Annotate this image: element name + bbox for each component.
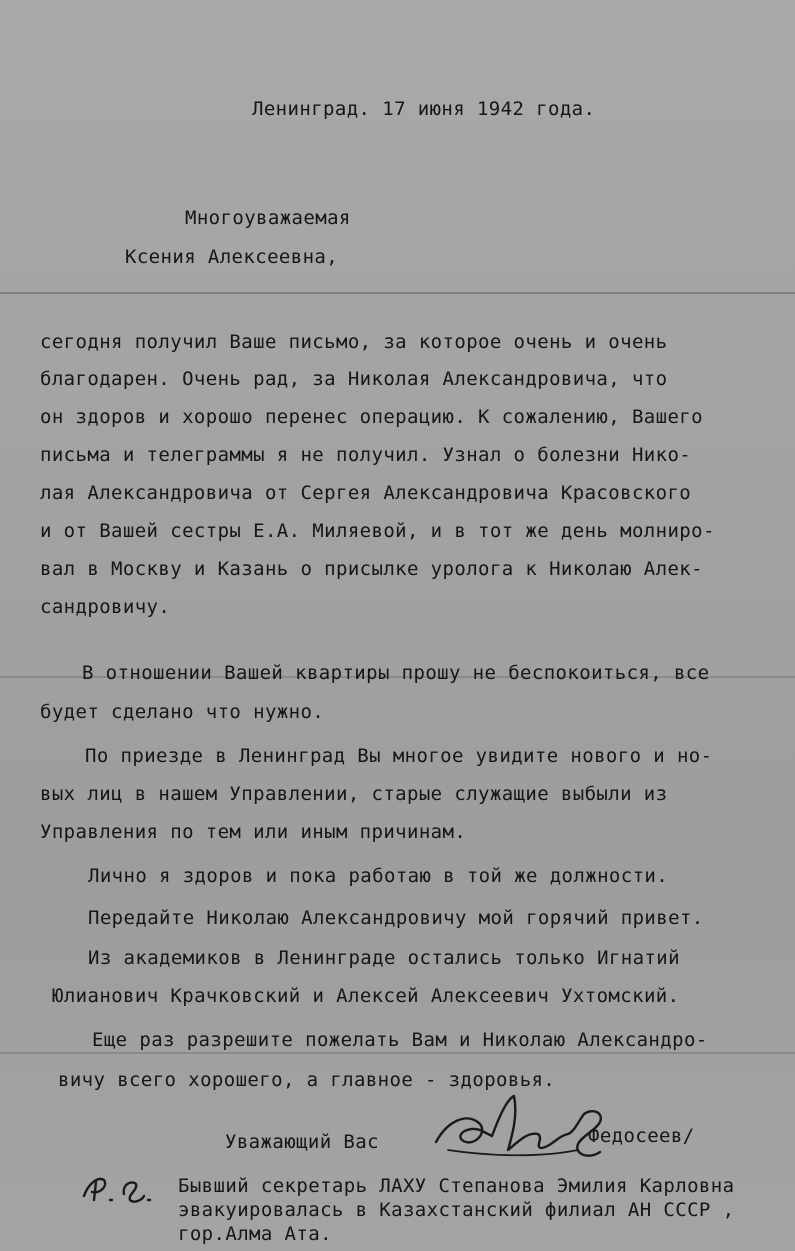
body-line: В отношении Вашей квартиры прошу не беспокоиться, все (82, 662, 710, 684)
handwritten-signature (428, 1090, 618, 1170)
body-line: Еще раз разрешите пожелать Вам и Николаю Александро- (92, 1029, 708, 1051)
body-line: Из академиков в Ленинграде остались только Игнатий (88, 947, 680, 969)
salutation-line-1: Многоуважаемая (185, 207, 351, 229)
body-line: Передайте Николаю Александровичу мой горячий привет. (88, 907, 704, 929)
body-line: он здоров и хорошо перенес операцию. К сожалению, Вашего (40, 406, 703, 428)
paper-fold (0, 1052, 795, 1054)
body-line: сандровичу. (40, 596, 171, 618)
place-date: Ленинград. 17 июня 1942 года. (252, 98, 596, 120)
postscript-line: гор.Алма Ата. (178, 1223, 332, 1245)
closing-regards: Уважающий Вас (225, 1131, 379, 1153)
body-line: и от Вашей сестры Е.А. Миляевой, и в тот же день молниро- (40, 520, 715, 542)
body-line: лая Александровича от Сергея Александровича Красовского (40, 482, 692, 504)
paper-fold (0, 292, 795, 294)
body-line: Лично я здоров и пока работаю в той же должности. (88, 865, 669, 887)
body-line: вичу всего хорошего, а главное - здоровья. (58, 1069, 556, 1091)
postscript-line: эвакуировалась в Казахстанский филиал АН СССР , (178, 1199, 735, 1221)
body-line: По приезде в Ленинград Вы многое увидите нового и но- (85, 745, 713, 767)
body-line: вых лиц в нашем Управлении, старые служащие выбыли из (40, 783, 668, 805)
signatory-name: Федосеев/ (588, 1125, 695, 1147)
body-line: письма и телеграммы я не получил. Узнал о болезни Нико- (40, 444, 692, 466)
salutation-line-2: Ксения Алексеевна, (125, 246, 339, 268)
body-line: сегодня получил Ваше письмо, за которое очень и очень (40, 331, 668, 353)
body-line: будет сделано что нужно. (40, 701, 325, 723)
body-line: Юлианович Крачковский и Алексей Алексеевич Ухтомский. (52, 985, 680, 1007)
body-line: вал в Москву и Казань о присылке уролога к Николаю Алек- (40, 558, 703, 580)
body-line: благодарен. Очень рад, за Николая Александровича, что (40, 368, 668, 390)
ps-handwritten-mark (78, 1170, 158, 1206)
postscript-line: Бывший секретарь ЛАХУ Степанова Эмилия Карловна (178, 1175, 735, 1197)
body-line: Управления по тем или иным причинам. (40, 821, 467, 843)
